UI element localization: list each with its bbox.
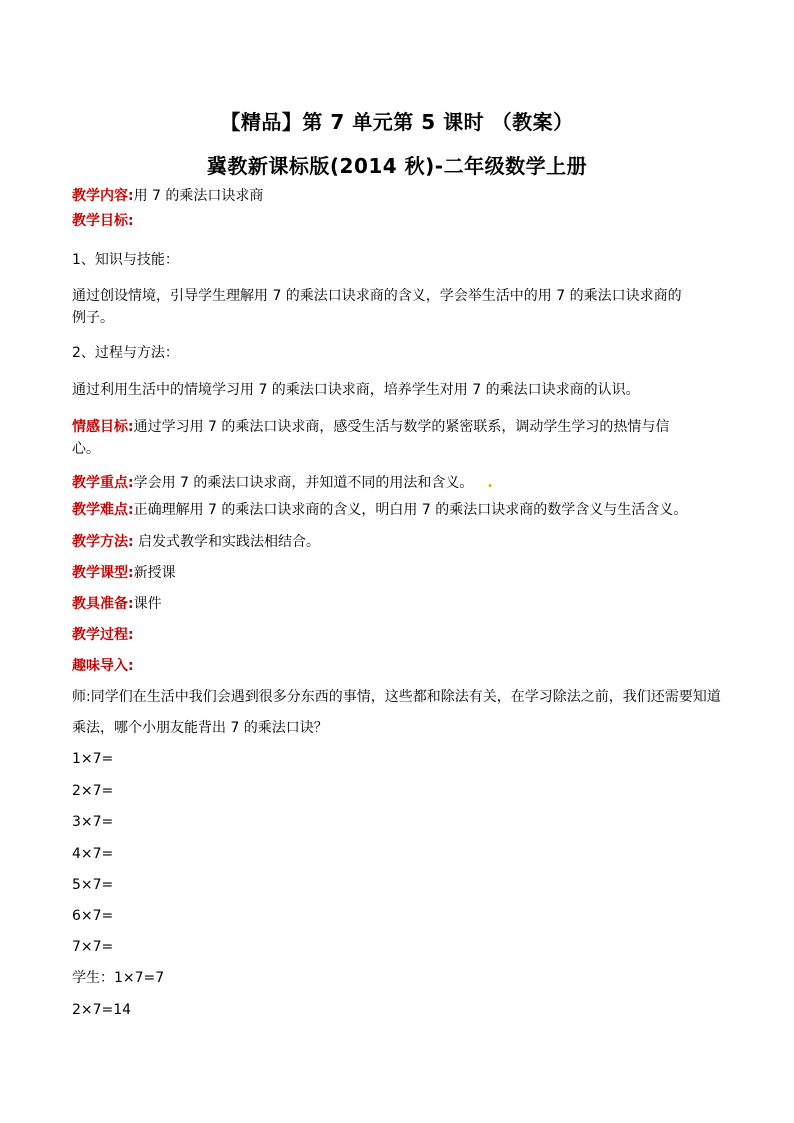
- section-2-heading: 2、过程与方法：: [72, 345, 179, 361]
- teaching-process-label: 教学过程:: [72, 627, 134, 643]
- teaching-goals-row: [72, 210, 732, 232]
- student-answer-line-1: 学生：1×7=7: [72, 970, 165, 986]
- teaching-goals-label: 教学目标:: [72, 213, 134, 229]
- multiplication-item: 6×7=: [72, 908, 114, 924]
- difficult-points-row: [72, 499, 732, 521]
- section-1-heading: 1、知识与技能：: [72, 252, 179, 268]
- key-points-text: 学会用 7 的乘法口诀求商，并知道不同的用法和含义。: [133, 475, 474, 491]
- lesson-type-text: 新授课: [133, 565, 176, 581]
- emotion-goals-text-line-2: 心。: [72, 441, 100, 457]
- teaching-tools-label: 教具准备:: [72, 596, 134, 612]
- multiplication-item: 4×7=: [72, 846, 114, 862]
- teaching-content-row: [72, 185, 732, 207]
- teaching-method-text: 启发式教学和实践法相结合。: [133, 534, 321, 550]
- section-2-text: 通过利用生活中的情境学习用 7 的乘法口诀求商，培养学生对用 7 的乘法口诀求商的认识。: [72, 382, 640, 398]
- teaching-method-label: 教学方法:: [72, 534, 134, 550]
- fun-intro-row: [72, 655, 732, 677]
- teaching-content-text: 用 7 的乘法口诀求商: [133, 188, 264, 204]
- teaching-content-label: 教学内容:: [72, 188, 134, 204]
- lesson-type-row: [72, 562, 732, 584]
- multiplication-item: 7×7=: [72, 939, 114, 955]
- teaching-tools-row: [72, 593, 732, 615]
- difficult-points-text: 正确理解用 7 的乘法口诀求商的含义，明白用 7 的乘法口诀求商的数学含义与生活含义。: [133, 502, 688, 518]
- teacher-line-1: 师:同学们在生活中我们会遇到很多分东西的事情，这些都和除法有关，在学习除法之前，我们还需要知道: [72, 689, 721, 705]
- key-points-row: [72, 472, 732, 494]
- emotion-goals-text: 通过学习用 7 的乘法口诀求商，感受生活与数学的紧密联系，调动学生学习的热情与信: [133, 419, 670, 435]
- teaching-method-row: [72, 531, 732, 553]
- emotion-goals-label: 情感目标:: [72, 419, 134, 435]
- section-1-text-line-2: 例子。: [72, 310, 114, 326]
- difficult-points-label: 教学难点:: [72, 502, 134, 518]
- section-1-text-line-1: 通过创设情境，引导学生理解用 7 的乘法口诀求商的含义，学会举生活中的用 7 的乘法口诀求商的: [72, 288, 682, 304]
- key-points-label: 教学重点:: [72, 475, 134, 491]
- lesson-type-label: 教学课型:: [72, 565, 134, 581]
- multiplication-item: 1×7=: [72, 751, 114, 767]
- teaching-process-row: [72, 624, 732, 646]
- multiplication-item: 2×7=: [72, 783, 114, 799]
- teaching-tools-text: 课件: [133, 596, 162, 612]
- fun-intro-label: 趣味导入:: [72, 658, 134, 674]
- document-title: 【精品】第 7 单元第 5 课时 （教案）: [220, 110, 574, 134]
- teacher-line-2: 乘法，哪个小朋友能背出 7 的乘法口诀？: [72, 720, 328, 736]
- multiplication-item: 5×7=: [72, 877, 114, 893]
- student-answer-line-2: 2×7=14: [72, 1002, 132, 1018]
- emotion-goals-row: [72, 416, 732, 438]
- multiplication-item: 3×7=: [72, 814, 114, 830]
- key-points-dot: .: [487, 475, 493, 491]
- document-subtitle: 冀教新课标版(2014 秋)-二年级数学上册: [206, 154, 588, 178]
